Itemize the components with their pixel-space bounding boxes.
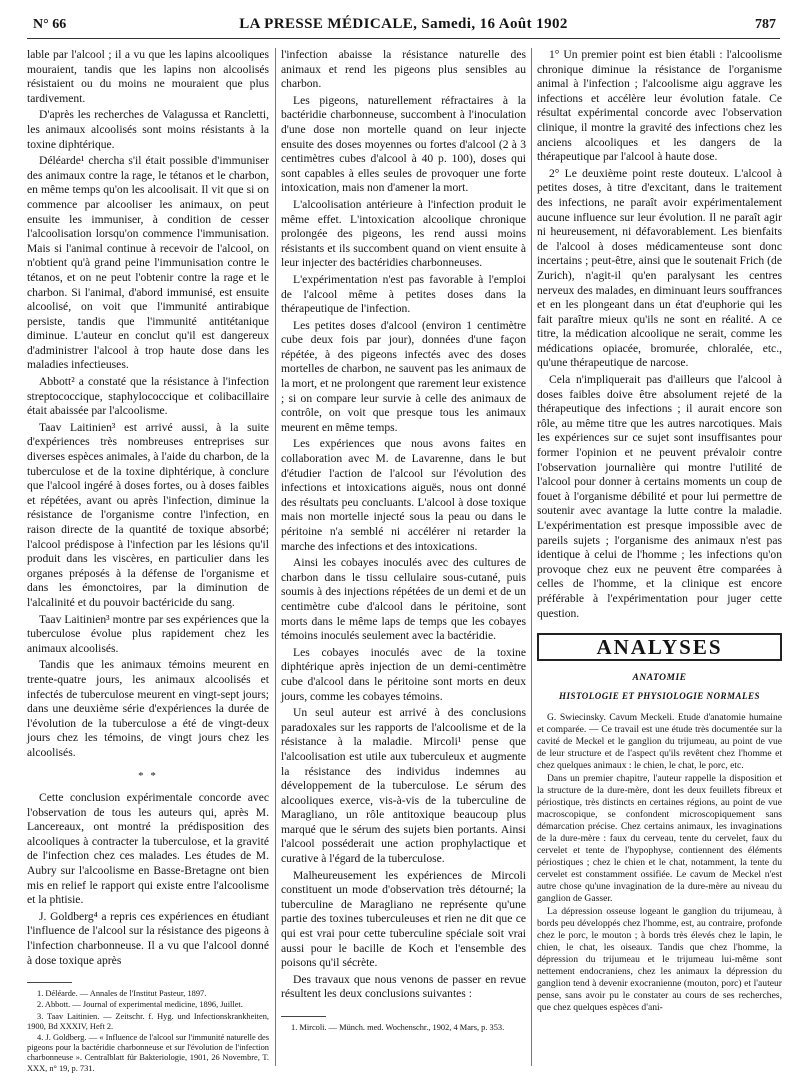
issue-number: N° 66: [33, 17, 67, 32]
paragraph: Les pigeons, naturellement réfractaires à la bactéridie charbonneuse, succombent à l'inoculation d'une dose non mortelle quand on leur injecte ensuite des doses moyennes ou fortes d'alcool (2 à 3 centimètres cubes d'alcool à 40 p. 100), doses qui sont capables à elles seules de provoquer une forte intoxication, mais non d'amener la mort.: [281, 93, 526, 195]
paragraph: Malheureusement les expériences de Mircoli constituent un mode d'observation très détourné; la tuberculine de Maragliano ne représente qu'une partie des toxines tuberculeuses et rien ne dit que ce qui est vrai pour cette tuberculine spéciale soit vrai aussi pour le bacille de Koch et l'ensemble des poisons qu'il sécrète.: [281, 868, 526, 970]
column-divider: [275, 48, 276, 1066]
footnote: 3. Taav Laitinien. — Zeitschr. f. Hyg. und Infectionskrankheiten, 1900, Bd XXXIV, Heft 2.: [27, 1011, 269, 1031]
footnote: 2. Abbott. — Journal of experimental medicine, 1896, Juillet.: [37, 1000, 243, 1010]
paragraph: lable par l'alcool ; il a vu que les lapins alcooliques mouraient, tandis que les lapins non alcoolisés résistaient ou du moins ne mouraient que plus tardivement.: [27, 48, 269, 105]
paragraph: Abbott² a constaté que la résistance à l'infection streptococcique, staphylococcique et colibacillaire était abaissée par l'alcoolisme.: [27, 375, 269, 418]
paragraph: Les petites doses d'alcool (environ 1 centimètre cube deux fois par jour), données d'une façon répétée, à des pigeons infectés avec des doses mortelles de charbon, ne sauvent pas les animaux de la mort, et ne prolongent que rarement leur existence ; si on compare leur survie à celle des animaux de contrôle, on voit que presque tous les animaux meurent en même temps.: [281, 318, 526, 434]
paragraph: G. Swiecinsky. Cavum Meckeli. Etude d'anatomie humaine et comparée. — Ce travail est une étude très documentée sur la cavité de Meckel et le ganglion du trijumeau, au point de vue de leur structure et de l'aspect qu'ils revêtent chez l'homme et chez quelques animaux : le chien, le chat, le porc, etc.: [537, 711, 782, 771]
page-number: 787: [755, 17, 776, 32]
paragraph: 1° Un premier point est bien établi : l'alcoolisme chronique diminue la résistance de l'organisme animal à l'infection ; l'alcoolisme aigu aggrave les infections et accélère leur évolution fatale. Ce résultat expérimental concorde avec l'observation clinique, il montre la gravité des infections chez les anciens alcooliques et les dangers de la thérapeutique par l'alcool à haute dose.: [537, 48, 782, 164]
journal-title: LA PRESSE MÉDICALE, Samedi, 16 Août 1902: [239, 16, 568, 32]
paragraph: l'infection abaisse la résistance naturelle des animaux et rend les pigeons plus sensibles au charbon.: [281, 48, 526, 91]
paragraph: Des travaux que nous venons de passer en revue résultent les deux conclusions suivantes :: [281, 972, 526, 1001]
paragraph: L'expérimentation n'est pas favorable à l'emploi de l'alcool même à petites doses dans la thérapeutique de l'infection.: [281, 272, 526, 316]
page-header: [27, 4, 780, 39]
column-divider: [531, 48, 532, 1066]
subsection-title: ANATOMIE: [632, 672, 687, 683]
analysis-article: [537, 712, 782, 1014]
column-3: [537, 48, 782, 1015]
paragraph: Tandis que les animaux témoins meurent en trente-quatre jours, les animaux alcoolisés et infectés de tuberculose meurent en vingt-sept jours; dans une deuxième série d'expériences la durée de l'évolution de la tuberculose a été de vingt-deux jours chez les témoins, de vingt jours chez les alcoolisés.: [27, 658, 269, 759]
section-separator: * *: [138, 769, 158, 782]
footnote-rule: [27, 982, 72, 983]
paragraph: Un seul auteur est arrivé à des conclusions paradoxales sur les rapports de l'alcoolisme et de la résistance à la maladie. Mircoli¹ pense que l'alcoolisation est utile aux tuberculeux et augmente la résistance des individus indemnes au développement de la tuberculose. Le sérum des alcooliques exerce, vis-à-vis de la tuberculine de Maragliano, un rôle antitoxique beaucoup plus marqué que le sérum des sujets bien portants. Ainsi l'alcool posséderait une action prophylactique et curative à l'égard de la tuberculose.: [281, 706, 526, 866]
footnotes: [281, 1023, 526, 1033]
paragraph: Les expériences que nous avons faites en collaboration avec M. de Lavarenne, dans le but d'étudier l'action de l'alcool sur l'évolution des infections et intoxications aiguës, nous ont donné des résultats peu concluants. L'alcool à dose toxique mais non mortelle injecté sous la peau ou dans le péritoine n'a semblé ni accélérer ni retarder la marche des infections et des intoxications.: [281, 437, 526, 553]
paragraph: Cette conclusion expérimentale concorde avec l'observation de tous les auteurs qui, après M. Lancereaux, ont montré la prédisposition des alcooliques à contracter la tuberculose, et la gravité de l'infection chez ces malades. Les études de M. Aubry sur l'alcoolisme en Basse-Bretagne ont bien mis en relief le rapport qui existe entre l'alcoolisme et la phtisie.: [27, 791, 269, 907]
column-2: [281, 48, 526, 1034]
footnote: 1. Déléarde. — Annales de l'Institut Pasteur, 1897.: [37, 989, 207, 999]
footnote: 1. Mircoli. — Münch. med. Wochenschr., 1902, 4 Mars, p. 353.: [291, 1023, 505, 1032]
paragraph: J. Goldberg⁴ a repris ces expériences en étudiant l'influence de l'alcool sur la résistance des pigeons à l'infection charbonneuse. Il a vu que l'alcool donné à dose toxique après: [27, 909, 269, 967]
paragraph: 2° Le deuxième point reste douteux. L'alcool à petites doses, à titre d'excitant, dans le traitement des infections, ne paraît avoir expérimentalement aucune influence sur leur évolution. Il ne paraît agir ni heureusement, ni défavorablement. Les bienfaits de l'alcool à doses médicamenteuse sont donc incertains ; peut-être, ainsi que le soutenait Frich (de Zurich), n'agit-il qu'en paralysant les centres nerveux des malades, en diminuant leurs souffrances et en les plongeant dans un état d'euphorie qui les fait paraître mieux qu'ils ne sont en réalité. A ce titre, la médication alcoolique ne serait, comme les médications opiacée, bromurée, chloralée, etc., qu'une thérapeutique de narcose.: [537, 166, 782, 370]
section-title-analyses: ANALYSES: [537, 633, 782, 661]
paragraph: Cela n'impliquerait pas d'ailleurs que l'alcool à doses faibles doive être absolument rejeté de la thérapeutique des infections ; il aurait encore son rôle, au même titre que les autres narcotiques. Mais les expériences sur ce sujet sont insuffisantes pour former l'opinion et ne peuvent prévaloir contre l'observation journalière qui montre l'utilité de l'alcool pour donner à certains moments un coup de fouet à l'organisme débilité et pour lui permettre de soutenir avec avantage la lutte contre la maladie. L'expérimentation est presque impossible avec de pareils sujets ; l'organisme des animaux n'est pas identique à celui de l'homme ; les infections qu'on provoque chez eux ne peuvent être comparées à celles de l'homme, et la clinique est encore préférable à l'expérimentation pour juger cette question.: [537, 373, 782, 620]
footnotes: [27, 989, 269, 1074]
paragraph: Dans un premier chapitre, l'auteur rappelle la disposition et la structure de la dure-mère, dont les deux feuillets fibreux et périostique, très distincts en certaines régions, au point de vue macroscopique, se confondent microscopiquement sans démarcation précise. Chez certains animaux, les invaginations de la dure-mère : faux du cerveau, tente du cervelet, faux du cervelet et tente de l'hypophyse, contiennent des éléments périostiques ; chez le chien et le chat, notamment, la tente du cervelet est constamment ossifiée. Le cavum de Meckel n'est autre chose qu'une invagination de la dure-mère au niveau du ganglion de Gasser.: [537, 772, 782, 904]
column-1: [27, 48, 269, 1075]
paragraph: D'après les recherches de Valagussa et Rancletti, les animaux alcoolisés sont moins résistants à la toxine diphtérique.: [27, 108, 269, 151]
footnote-rule: [281, 1016, 326, 1017]
paragraph: La dépression osseuse logeant le ganglion du trijumeau, à bords peu développés chez l'homme, est, au contraire, profonde chez le porc, le mouton ; à bords très élevés chez le lapin, le chien, le chat, les oiseaux. Tandis que chez l'homme, la dépression du trijumeau et le trijumeau lui-même sont nettement endocraniens, chez les animaux la dépression du ganglion tend à devenir exocranienne (mouton, porc) et l'auteur pense, sans avoir pu le constater au cours de ses recherches, que chez quelques espèces d'ani-: [537, 905, 782, 1013]
paragraph: Taav Laitinien³ est arrivé aussi, à la suite d'expériences très nombreuses entreprises sur diverses espèces animales, à l'aide du charbon, de la tuberculose et de la toxine diphtérique, à conclure que l'alcool ingéré à doses fortes, ou à doses faibles et répétées, avant ou après l'infection, diminue la résistance de l'organisme contre l'infection, en raison directe de la quantité de toxique absorbé; l'alcool prédispose à l'infection par les lésions qu'il produit dans les viscères, en particulier dans les organes préposés à la défense de l'organisme et dans les émonctoires, par la diminution de l'alcalinité et du pouvoir bactéricide du sang.: [27, 420, 269, 609]
paragraph: Taav Laitinien³ montre par ses expériences que la tuberculose évolue plus rapidement chez les animaux alcoolisés.: [27, 612, 269, 655]
paragraph: Déléarde¹ chercha s'il était possible d'immuniser des animaux contre la rage, le tétanos et le charbon, en même temps qu'on les alcoolisait. Il vit que si on commence par alcooliser les animaux, on peut ensuite les immuniser, à condition de cesser l'alcoolisation lorsqu'on commence l'immunisation. Mais si l'animal continue à recevoir de l'alcool, on n'obtient qu'à grand peine l'immunisation contre le tétanos, et on ne peut l'obtenir contre la rage et le charbon. Si l'animal, d'abord immunisé, est ensuite alcoolisé, on voit que l'immunité antirabique persiste, tandis que l'immunité antitétanique diminue. L'auteur en conclut qu'il est dangereux d'administrer l'alcool à trop haute dose dans les maladies infectieuses.: [27, 154, 269, 372]
footnote: 4. J. Goldberg. — « Influence de l'alcool sur l'immunité naturelle des pigeons pour la bactéridie charbonneuse et sur l'évolution de l'infection charbonneuse ». Centralblatt für Bakteriologie, 1901, 26 Novembre, T. XXX, n° 19, p. 731.: [27, 1033, 269, 1073]
paragraph: L'alcoolisation antérieure à l'infection produit le même effet. L'intoxication alcoolique chronique prolongée des pigeons, les rend aussi moins résistants et ils succombent quand on vient ensuite à leur injecter des bactéridies charbonneuses.: [281, 197, 526, 270]
subsection-subtitle: HISTOLOGIE ET PHYSIOLOGIE NORMALES: [558, 691, 761, 702]
paragraph: Ainsi les cobayes inoculés avec des cultures de charbon dans le tissu cellulaire sous-cutané, puis soumis à des injections répétées de un demi et de un centimètre cube d'alcool dans le péritoine, sont morts dans le même laps de temps que les cobayes témoins inoculés seulement avec la bactéridie.: [281, 556, 526, 643]
paragraph: Les cobayes inoculés avec de la toxine diphtérique après injection de un demi-centimètre cube d'alcool dans le péritoine sont morts en deux jours, comme les cobayes témoins.: [281, 645, 526, 703]
